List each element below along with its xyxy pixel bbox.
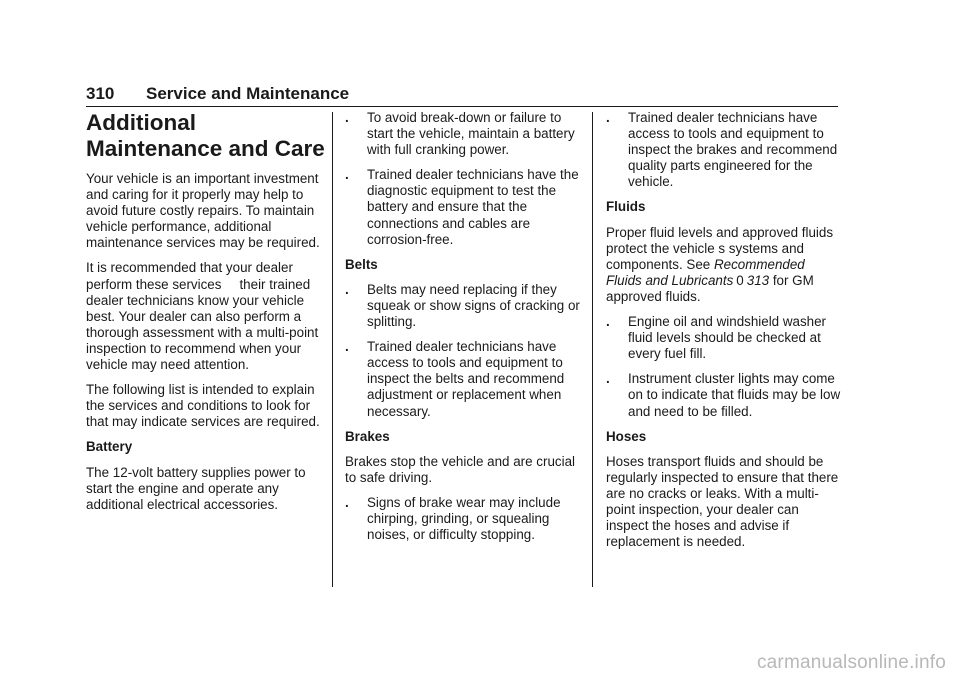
bullet-marker: . [345, 339, 349, 355]
bullet-text: Signs of brake wear may include chirping, grinding, or squealing noises, or difficulty stopping. [367, 494, 561, 543]
column-2 [345, 110, 581, 552]
watermark: carmanualsonline.info [756, 652, 946, 673]
cross-reference-page: 313 [746, 272, 770, 288]
page-header [86, 82, 838, 107]
battery-paragraph: The 12-volt battery supplies power to start the engine and operate any additional electrical accessories. [86, 464, 306, 512]
belts-heading: Belts [345, 256, 378, 272]
fluids-paragraph [606, 225, 842, 305]
bullet-marker: . [345, 494, 349, 510]
hoses-heading: Hoses [606, 428, 647, 444]
list-intro-paragraph: The following list is intended to explain the services and conditions to look for that may indicate services are required. [86, 382, 320, 430]
page-number: 310 [86, 84, 115, 103]
bullet-text: To avoid break-down or failure to start the vehicle, maintain a battery with full cranking power. [367, 110, 575, 158]
page-reference-icon: 0 [736, 272, 744, 288]
bullet-text: Trained dealer technicians have access to tools and equipment to inspect the belts and recommend adjustment or replacement when necessary. [367, 339, 565, 419]
column-divider-1 [332, 112, 333, 587]
bullet-text: Instrument cluster lights may come on to indicate that fluids may be low and need to be filled. [628, 371, 841, 419]
recommend-text-b: their trained dealer technicians know your vehicle best. Your dealer can also perform a thorough assessment with a multi-point inspection to recommend when your vehicle may need attention. [86, 276, 319, 373]
brakes-heading: Brakes [345, 428, 390, 444]
section-title: Service and Maintenance [146, 84, 350, 103]
list-item [345, 110, 581, 158]
bullet-marker: . [606, 110, 610, 125]
bullet-text: Belts may need replacing if they squeak or show signs of cracking or splitting. [367, 281, 580, 330]
recommend-text-a: It is recommended that your dealer perform these services [86, 260, 293, 292]
fluids-text-b: for GM approved fluids. [606, 272, 814, 304]
bullet-text: Trained dealer technicians have access to tools and equipment to inspect the brakes and recommend quality parts engineered for the vehicle. [628, 110, 838, 190]
list-item [345, 167, 581, 247]
column-1 [86, 110, 326, 522]
list-item [345, 282, 581, 330]
list-item [606, 371, 842, 419]
brakes-paragraph: Brakes stop the vehicle and are crucial to safe driving. [345, 453, 575, 485]
battery-heading: Battery [86, 439, 133, 455]
bullet-marker: . [606, 314, 610, 330]
intro-paragraph: Your vehicle is an important investment and caring for it properly may help to avoid future costly repairs. To maintain vehicle performance, additional maintenance services may be required. [86, 171, 320, 251]
fluids-text-a: Proper fluid levels and approved fluids protect the vehicle s systems and components. See [606, 224, 834, 272]
column-3 [606, 110, 842, 559]
bullet-marker: . [345, 110, 349, 125]
bullet-text: Trained dealer technicians have the diagnostic equipment to test the battery and ensure that the connections and cables are corrosion-free. [367, 167, 579, 247]
column-divider-2 [592, 112, 593, 587]
list-item [606, 314, 842, 362]
heading-line-2: Maintenance and Care [86, 136, 325, 161]
bullet-marker: . [606, 371, 610, 387]
cross-reference-title: Recommended Fluids and Lubricants [606, 256, 805, 288]
fluids-heading: Fluids [606, 199, 646, 215]
page-heading [86, 110, 326, 162]
bullet-text: Engine oil and windshield washer fluid levels should be checked at every fuel fill. [628, 314, 827, 362]
recommend-paragraph [86, 260, 326, 373]
bullet-marker: . [345, 167, 349, 183]
bullet-marker: . [345, 281, 349, 297]
hoses-paragraph: Hoses transport fluids and should be regularly inspected to ensure that there are no cracks or leaks. With a multi-point inspection, your dealer can inspect the hoses and advise if replacement is needed. [606, 453, 839, 550]
heading-line-1: Additional [86, 110, 196, 135]
list-item [345, 495, 581, 543]
list-item [345, 339, 581, 419]
list-item [606, 110, 842, 190]
